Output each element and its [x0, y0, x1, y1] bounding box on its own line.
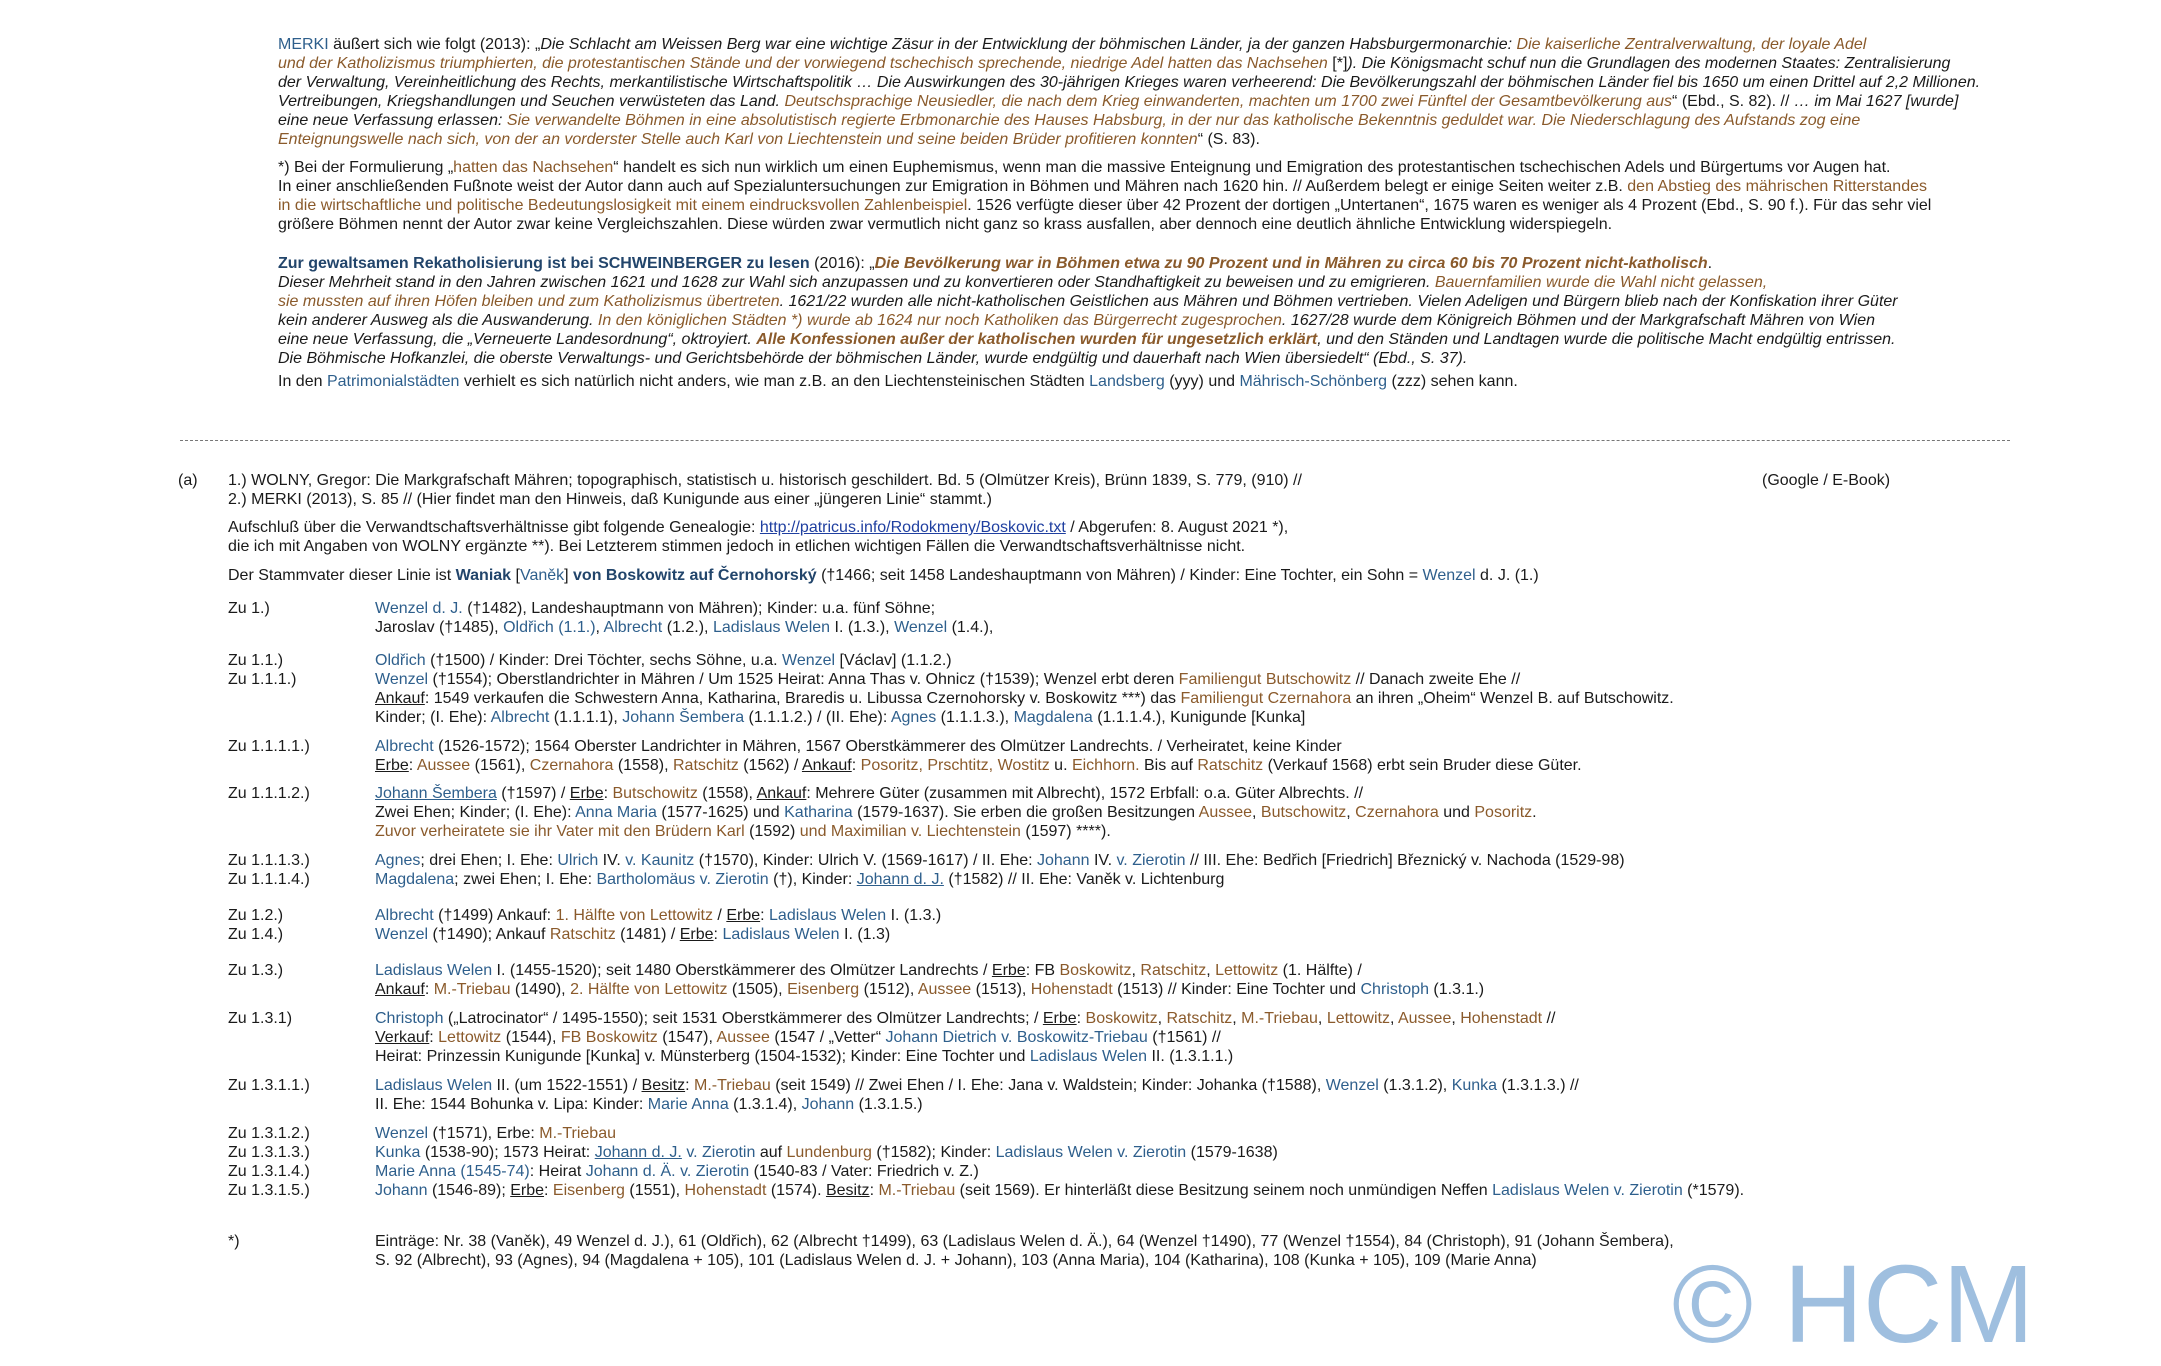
note-block — [278, 158, 1931, 234]
note-line: *) Bei der Formulierung „hatten das Nachsehen“ handelt es sich nun wirklich um einen Euphemismus, wenn man die massive Enteignung und Emigration des protestantischen tschechischen Adels und Bürgertums vor Augen hat. — [278, 159, 1891, 176]
merki-line: Enteignungswelle nach sich, von der an vorderster Stelle auch Karl von Liechtenstein und seine beiden Brüder profitieren konnten“ (S. 83). — [278, 131, 1260, 148]
schw-line: Dieser Mehrheit stand in den Jahren zwischen 1621 und 1628 zur Wahl sich anzupassen und zu konvertieren oder Standhaftigkeit zu beweisen und zu emigrieren. Bauernfamilien wurde die Wahl nicht gelassen, — [278, 274, 1768, 291]
entry-line: Oldřich (†1500) / Kinder: Drei Töchter, sechs Söhne, u.a. Wenzel [Václav] (1.1.2.) — [375, 652, 952, 669]
entry-line: Ladislaus Welen II. (um 1522-1551) / Besitz: M.-Triebau (seit 1549) // Zwei Ehen / I. Ehe: Jana v. Waldstein; Kinder: Johanka (†1588), Wenzel (1.3.1.2), Kunka (1.3.1.3.) // — [375, 1077, 1579, 1094]
entry-label: Zu 1.1.1.2.) — [228, 785, 310, 802]
entry-line: Magdalena; zwei Ehen; I. Ehe: Bartholomäus v. Zierotin (†), Kinder: Johann d. J. (†1582) // II. Ehe: Vaněk v. Lichtenburg — [375, 871, 1225, 888]
entry-label: Zu 1.1.1.1.) — [228, 738, 310, 755]
entry-label: Zu 1.3.1.5.) — [228, 1182, 310, 1199]
entry-line: Wenzel (†1554); Oberstlandrichter in Mähren / Um 1525 Heirat: Anna Thas v. Ohnicz (†1539); Wenzel erbt deren Familiengut Butschowitz // Danach zweite Ehe // — [375, 671, 1521, 688]
entry-label: Zu 1.3.1) — [228, 1010, 293, 1027]
entry-label: Zu 1.4.) — [228, 926, 284, 943]
entry-label: Zu 1.2.) — [228, 907, 284, 924]
entry-line: Johann Šembera (†1597) / Erbe: Butschowitz (1558), Ankauf: Mehrere Güter (zusammen mit Albrecht), 1572 Erbfall: o.a. Güter Albrechts. // — [375, 785, 1364, 802]
merki-line: MERKI äußert sich wie folgt (2013): „Die Schlacht am Weissen Berg war eine wichtige Zäsur in der Entwicklung der böhmischen Länder, ja der ganzen Habsburgermonarchie: Die kaiserliche Zentralverwaltung, der loyale Adel — [278, 36, 1867, 53]
entry-line: Agnes; drei Ehen; I. Ehe: Ulrich IV. v. Kaunitz (†1570), Kinder: Ulrich V. (1569-1617) / II. Ehe: Johann IV. v. Zierotin // III. Ehe: Bedřich [Friedrich] Březnický v. Nachoda (1529-98) — [375, 852, 1625, 869]
entry-label: Zu 1.3.) — [228, 962, 284, 979]
note-line: größere Böhmen nennt der Autor zwar keine Vergleichszahlen. Diese würden zwar vermutlich nicht ganz so krass ausfallen, aber dennoch eine deutlich ähnliche Entwicklung widerspiegeln. — [278, 216, 1613, 233]
entry-line: Erbe: Aussee (1561), Czernahora (1558), Ratschitz (1562) / Ankauf: Posoritz, Prschtitz, Wostitz u. Eichhorn. Bis auf Ratschitz (Verkauf 1568) erbt sein Bruder diese Güter. — [375, 757, 1582, 774]
entry-line: Verkauf: Lettowitz (1544), FB Boskowitz (1547), Aussee (1547 / „Vetter“ Johann Dietrich v. Boskowitz-Triebau (†1561) // — [375, 1029, 1221, 1046]
entry-label: Zu 1.1.1.) — [228, 671, 297, 688]
entry-line: II. Ehe: 1544 Bohunka v. Lipa: Kinder: Marie Anna (1.3.1.4), Johann (1.3.1.5.) — [375, 1096, 923, 1113]
entry-label: Zu 1.3.1.4.) — [228, 1163, 310, 1180]
entry-label: Zu 1.) — [228, 600, 270, 617]
note-line: in die wirtschaftliche und politische Bedeutungslosigkeit mit einem eindrucksvollen Zahlenbeispiel. 1526 verfügte dieser über 42 Prozent der dortigen „Untertanen“, 1675 waren es weniger als 4 Prozent (Ebd., S. 90 f.). Für das sehr viel — [278, 197, 1932, 214]
entry-line: Zuvor verheiratete sie ihr Vater mit den Brüdern Karl (1592) und Maximilian v. Liechtenstein (1597) ****). — [375, 823, 1111, 840]
ref-2: 2.) MERKI (2013), S. 85 // (Hier findet man den Hinweis, daß Kunigunde aus einer „jüngeren Linie“ stammt.) — [228, 491, 992, 508]
note-line: In einer anschließenden Fußnote weist der Autor dann auch auf Spezialuntersuchungen zur Emigration in Böhmen und Mähren nach 1620 hin. // Außerdem belegt er einige Seiten weiter z.B. den Abstieg des mährischen Ritterstandes — [278, 178, 1927, 195]
genealogy-line: die ich mit Angaben von WOLNY ergänzte **). Bei Letzterem stimmen jedoch in etlichen wichtigen Fällen die Verwandtschaftsverhältnisse nicht. — [228, 538, 1246, 555]
entry-line: Heirat: Prinzessin Kunigunde [Kunka] v. Münsterberg (1504-1532); Kinder: Eine Tochter und Ladislaus Welen II. (1.3.1.1.) — [375, 1048, 1234, 1065]
entry-line: Wenzel d. J. (†1482), Landeshauptmann von Mähren); Kinder: u.a. fünf Söhne; — [375, 600, 936, 617]
merki-line: Vertreibungen, Kriegshandlungen und Seuchen verwüsteten das Land. Deutschsprachige Neusiedler, die nach dem Krieg einwanderten, machten um 1700 zwei Fünftel der Gesamtbevölkerung aus“ (Ebd., S. 82). // … im Mai 1627 [wurde] — [278, 93, 1959, 110]
schw-line: eine neue Verfassung, die „Verneuerte Landesordnung“, oktroyiert. Alle Konfessionen außer der katholischen wurden für ungesetzlich erklärt, und den Ständen und Landtagen wurde die politische Macht endgültig entrissen. — [278, 331, 1896, 348]
merki-quote — [278, 35, 1980, 149]
entry-label: Zu 1.1.) — [228, 652, 284, 669]
merki-line: und der Katholizismus triumphierten, die protestantischen Stände und der vorwiegend tschechisch sprechende, niedrige Adel hatten das Nachsehen [*]). Die Königsmacht schuf nun die Grundlagen des modernen Staates: Zentralisierung — [278, 55, 1951, 72]
entry-line: Kunka (1538-90); 1573 Heirat: Johann d. J. v. Zierotin auf Lundenburg (†1582); Kinder: Ladislaus Welen v. Zierotin (1579-1638) — [375, 1144, 1278, 1161]
entry-label: Zu 1.3.1.3.) — [228, 1144, 310, 1161]
entry-line: Ankauf: M.-Triebau (1490), 2. Hälfte von Lettowitz (1505), Eisenberg (1512), Aussee (1513), Hohenstadt (1513) // Kinder: Eine Tochter und Christoph (1.3.1.) — [375, 981, 1485, 998]
entry-line: Ankauf: 1549 verkaufen die Schwestern Anna, Katharina, Braredis u. Libussa Czernohorsky v. Boskowitz ***) das Familiengut Czernahora an ihren „Oheim“ Wenzel B. auf Butschowitz. — [375, 690, 1674, 707]
schw-line: Zur gewaltsamen Rekatholisierung ist bei SCHWEINBERGER zu lesen (2016): „Die Bevölkerung war in Böhmen etwa zu 90 Prozent und in Mähren zu circa 60 bis 70 Prozent nicht-katholisch. — [278, 255, 1713, 272]
entry-line: Kinder; (I. Ehe): Albrecht (1.1.1.1), Johann Šembera (1.1.1.2.) / (II. Ehe): Agnes (1.1.1.3.), Magdalena (1.1.1.4.), Kunigunde [Kunka] — [375, 709, 1306, 726]
genealogy-line: Aufschluß über die Verwandtschaftsverhältnisse gibt folgende Genealogie: http://patricus.info/Rodokmeny/Boskovic.txt / Abgerufen: 8. August 2021 *), — [228, 519, 1289, 536]
entry-line: Zwei Ehen; Kinder; (I. Ehe): Anna Maria (1577-1625) und Katharina (1579-1637). Sie erben die großen Besitzungen Aussee, Butschowitz, Czernahora und Posoritz. — [375, 804, 1537, 821]
separator-line — [180, 440, 2010, 441]
genealogy-link[interactable]: http://patricus.info/Rodokmeny/Boskovic.txt — [759, 519, 1066, 536]
footnote-line: S. 92 (Albrecht), 93 (Agnes), 94 (Magdalena + 105), 101 (Ladislaus Welen d. J. + Johann), 103 (Anna Maria), 104 (Katharina), 108 (Kunka + 105), 109 (Marie Anna) — [375, 1252, 1537, 1269]
entry-line: Marie Anna (1545-74): Heirat Johann d. Ä. v. Zierotin (1540-83 / Vater: Friedrich v. Z.) — [375, 1163, 979, 1180]
entry-line: Jaroslav (†1485), Oldřich (1.1.), Albrecht (1.2.), Ladislaus Welen I. (1.3.), Wenzel (1.4.), — [375, 619, 994, 636]
schw-line: kein anderer Ausweg als die Auswanderung. In den königlichen Städten *) wurde ab 1624 nur noch Katholiken das Bürgerrecht zugesprochen. 1627/28 wurde dem Königreich Böhmen und der Markgrafschaft Mähren von Wien — [278, 312, 1875, 329]
schw-line: In den Patrimonialstädten verhielt es sich natürlich nicht anders, wie man z.B. an den Liechtensteinischen Städten Landsberg (yyy) und Mährisch-Schönberg (zzz) sehen kann. — [278, 373, 1518, 390]
ref-1: 1.) WOLNY, Gregor: Die Markgrafschaft Mähren; topographisch, statistisch u. historisch geschildert. Bd. 5 (Olmützer Kreis), Brünn 1839, S. 779, (910) // — [228, 472, 1302, 489]
entry-line: Wenzel (†1490); Ankauf Ratschitz (1481) / Erbe: Ladislaus Welen I. (1.3) — [375, 926, 891, 943]
schw-line: sie mussten auf ihren Höfen bleiben und zum Katholizismus übertreten. 1621/22 wurden alle nicht-katholischen Geistlichen aus Mähren und Böhmen vertrieben. Vielen Adeligen und Bürgern blieb nach der Konfiskation ihrer Güter — [278, 293, 1898, 310]
entry-line: Christoph („Latrocinator“ / 1495-1550); seit 1531 Oberstkämmerer des Olmützer Landrechts; / Erbe: Boskowitz, Ratschitz, M.-Triebau, Lettowitz, Aussee, Hohenstadt // — [375, 1010, 1556, 1027]
ancestor-line: Der Stammvater dieser Linie ist Waniak [Vaněk] von Boskowitz auf Černohorský (†1466; seit 1458 Landeshauptmann von Mähren) / Kinder: Eine Tochter, ein Sohn = Wenzel d. J. (1.) — [228, 567, 1539, 584]
schw-line: Die Böhmische Hofkanzlei, die oberste Verwaltungs- und Gerichtsbehörde der böhmischen Länder, wurde endgültig und dauerhaft nach Wien übersiedelt“ (Ebd., S. 37). — [278, 350, 1468, 367]
entry-label: Zu 1.3.1.2.) — [228, 1125, 310, 1142]
merki-line: der Verwaltung, Vereinheitlichung des Rechts, merkantilistische Wirtschaftspolitik … Die Auswirkungen des 30-jährigen Krieges waren verheerend: Die Bevölkerungszahl der böhmischen Länder fiel bis 1650 um einen Drittel auf 2,2 Millionen. — [278, 74, 1981, 91]
schweinberger-block — [278, 254, 1898, 391]
ref-1-source: (Google / E-Book) — [1762, 472, 1891, 489]
entry-line: Ladislaus Welen I. (1455-1520); seit 1480 Oberstkämmerer des Olmützer Landrechts / Erbe: FB Boskowitz, Ratschitz, Lettowitz (1. Hälfte) / — [375, 962, 1362, 979]
entry-line: Albrecht (1526-1572); 1564 Oberster Landrichter in Mähren, 1567 Oberstkämmerer des Olmützer Landrechts. / Verheiratet, keine Kinder — [375, 738, 1342, 755]
merki-line: eine neue Verfassung erlassen: Sie verwandelte Böhmen in eine absolutistisch regierte Erbmonarchie des Hauses Habsburg, in der nur das katholische Bekenntnis geduldet war. Die Niederschlagung des Aufstands zog eine — [278, 112, 1861, 129]
entry-label: Zu 1.1.1.4.) — [228, 871, 310, 888]
entry-label: Zu 1.3.1.1.) — [228, 1077, 310, 1094]
footnote-label: *) — [228, 1233, 240, 1250]
entry-line: Albrecht (†1499) Ankauf: 1. Hälfte von Lettowitz / Erbe: Ladislaus Welen I. (1.3.) — [375, 907, 942, 924]
entry-line: Wenzel (†1571), Erbe: M.-Triebau — [375, 1125, 616, 1142]
footnote-line: Einträge: Nr. 38 (Vaněk), 49 Wenzel d. J.), 61 (Oldřich), 62 (Albrecht †1499), 63 (Ladislaus Welen d. Ä.), 64 (Wenzel †1490), 77 (Wenzel †1554), 84 (Christoph), 91 (Johann Šembera), — [375, 1233, 1674, 1250]
copyright-watermark: © HCM — [1672, 1243, 2035, 1366]
entry-line: Johann (1546-89); Erbe: Eisenberg (1551), Hohenstadt (1574). Besitz: M.-Triebau (seit 1569). Er hinterläßt diese Besitzung seinem noch unmündigen Neffen Ladislaus Welen v. Zierotin (*1579). — [375, 1182, 1745, 1199]
genealogy-note — [228, 518, 1288, 556]
entry-label: Zu 1.1.1.3.) — [228, 852, 310, 869]
ref-tag: (a) — [178, 472, 198, 489]
